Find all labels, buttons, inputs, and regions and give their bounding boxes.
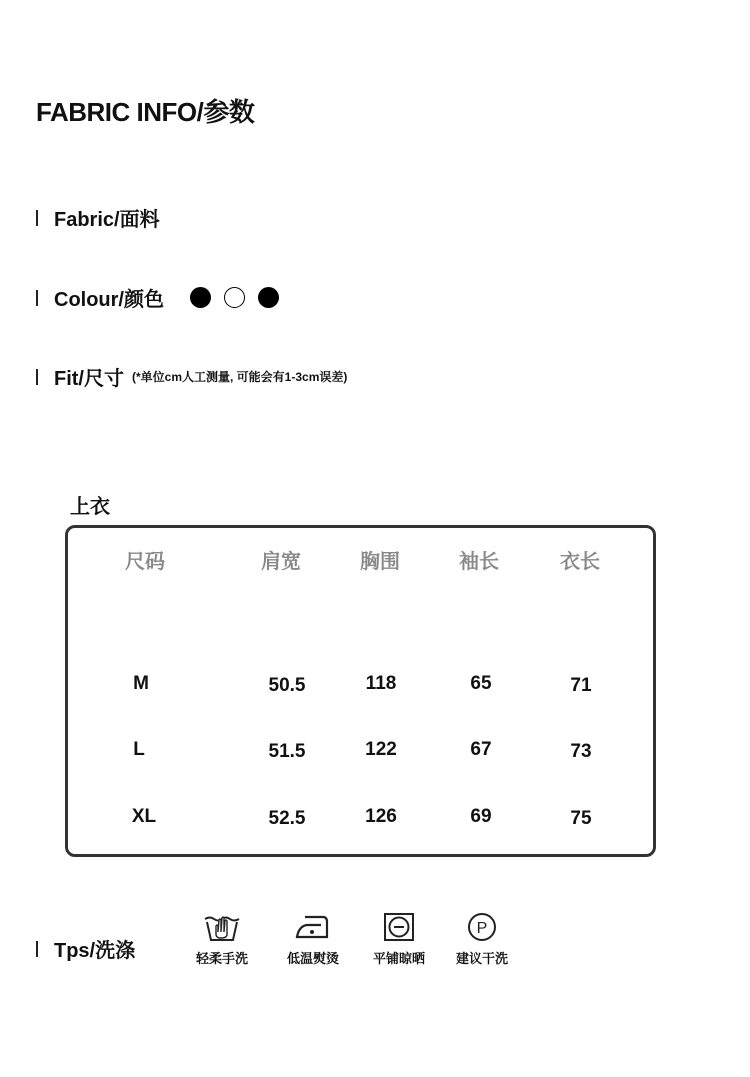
fit-label: Fit/尺寸 (54, 368, 124, 390)
fabric-row (36, 203, 160, 232)
table-cell: 71 (570, 675, 592, 696)
hand-wash-icon (202, 910, 242, 944)
table-cell: 52.5 (268, 808, 306, 829)
fit-row (36, 362, 347, 391)
dry-clean-icon (462, 910, 502, 944)
colour-row (36, 283, 292, 312)
care-label: Tps/洗涤 (54, 940, 136, 962)
care-item-dry-flat (373, 910, 425, 967)
care-item-iron (287, 910, 339, 967)
colour-swatch-white (224, 287, 245, 308)
colour-swatch-black (190, 287, 211, 308)
colour-swatch-black (258, 287, 279, 308)
table-header: 衣长 (560, 551, 600, 573)
table-cell-size: M (133, 673, 149, 694)
fabric-label: Fabric/面料 (54, 209, 160, 231)
care-item-label: 低温熨烫 (286, 951, 340, 966)
table-header: 肩宽 (261, 551, 301, 573)
care-item-label: 轻柔手洗 (195, 951, 249, 966)
table-cell: 126 (365, 806, 397, 827)
table-cell: 50.5 (268, 675, 306, 696)
table-cell: 122 (365, 739, 397, 760)
table-cell: 67 (470, 739, 492, 760)
fit-note: (*单位cm人工测量, 可能会有1-3cm误差) (132, 370, 348, 384)
colour-label: Colour/颜色 (54, 289, 164, 311)
table-header: 尺码 (125, 551, 165, 573)
table-cell: 51.5 (268, 741, 306, 762)
iron-low-icon (293, 910, 333, 944)
size-table-title: 上衣 (70, 496, 110, 518)
row-marker (36, 210, 38, 226)
table-cell: 65 (470, 673, 492, 694)
care-item-hand-wash (196, 910, 248, 967)
table-cell-size: XL (131, 806, 157, 827)
table-cell-size: L (133, 739, 145, 760)
dry-flat-icon (379, 910, 419, 944)
page-title: FABRIC INFO/参数 (36, 97, 255, 127)
care-item-label: 平铺晾晒 (372, 951, 426, 966)
table-cell: 75 (570, 808, 592, 829)
table-header: 胸围 (360, 551, 400, 573)
care-item-dry-clean (456, 910, 508, 967)
care-icons (0, 910, 750, 980)
table-cell: 118 (365, 673, 397, 694)
row-marker (36, 290, 38, 306)
table-header: 袖长 (459, 551, 499, 573)
svg-text:P: P (476, 920, 488, 937)
colour-swatches (190, 287, 292, 308)
table-cell: 73 (570, 741, 592, 762)
size-table (65, 525, 656, 857)
row-marker (36, 369, 38, 385)
table-cell: 69 (470, 806, 492, 827)
care-item-label: 建议干洗 (455, 951, 509, 966)
